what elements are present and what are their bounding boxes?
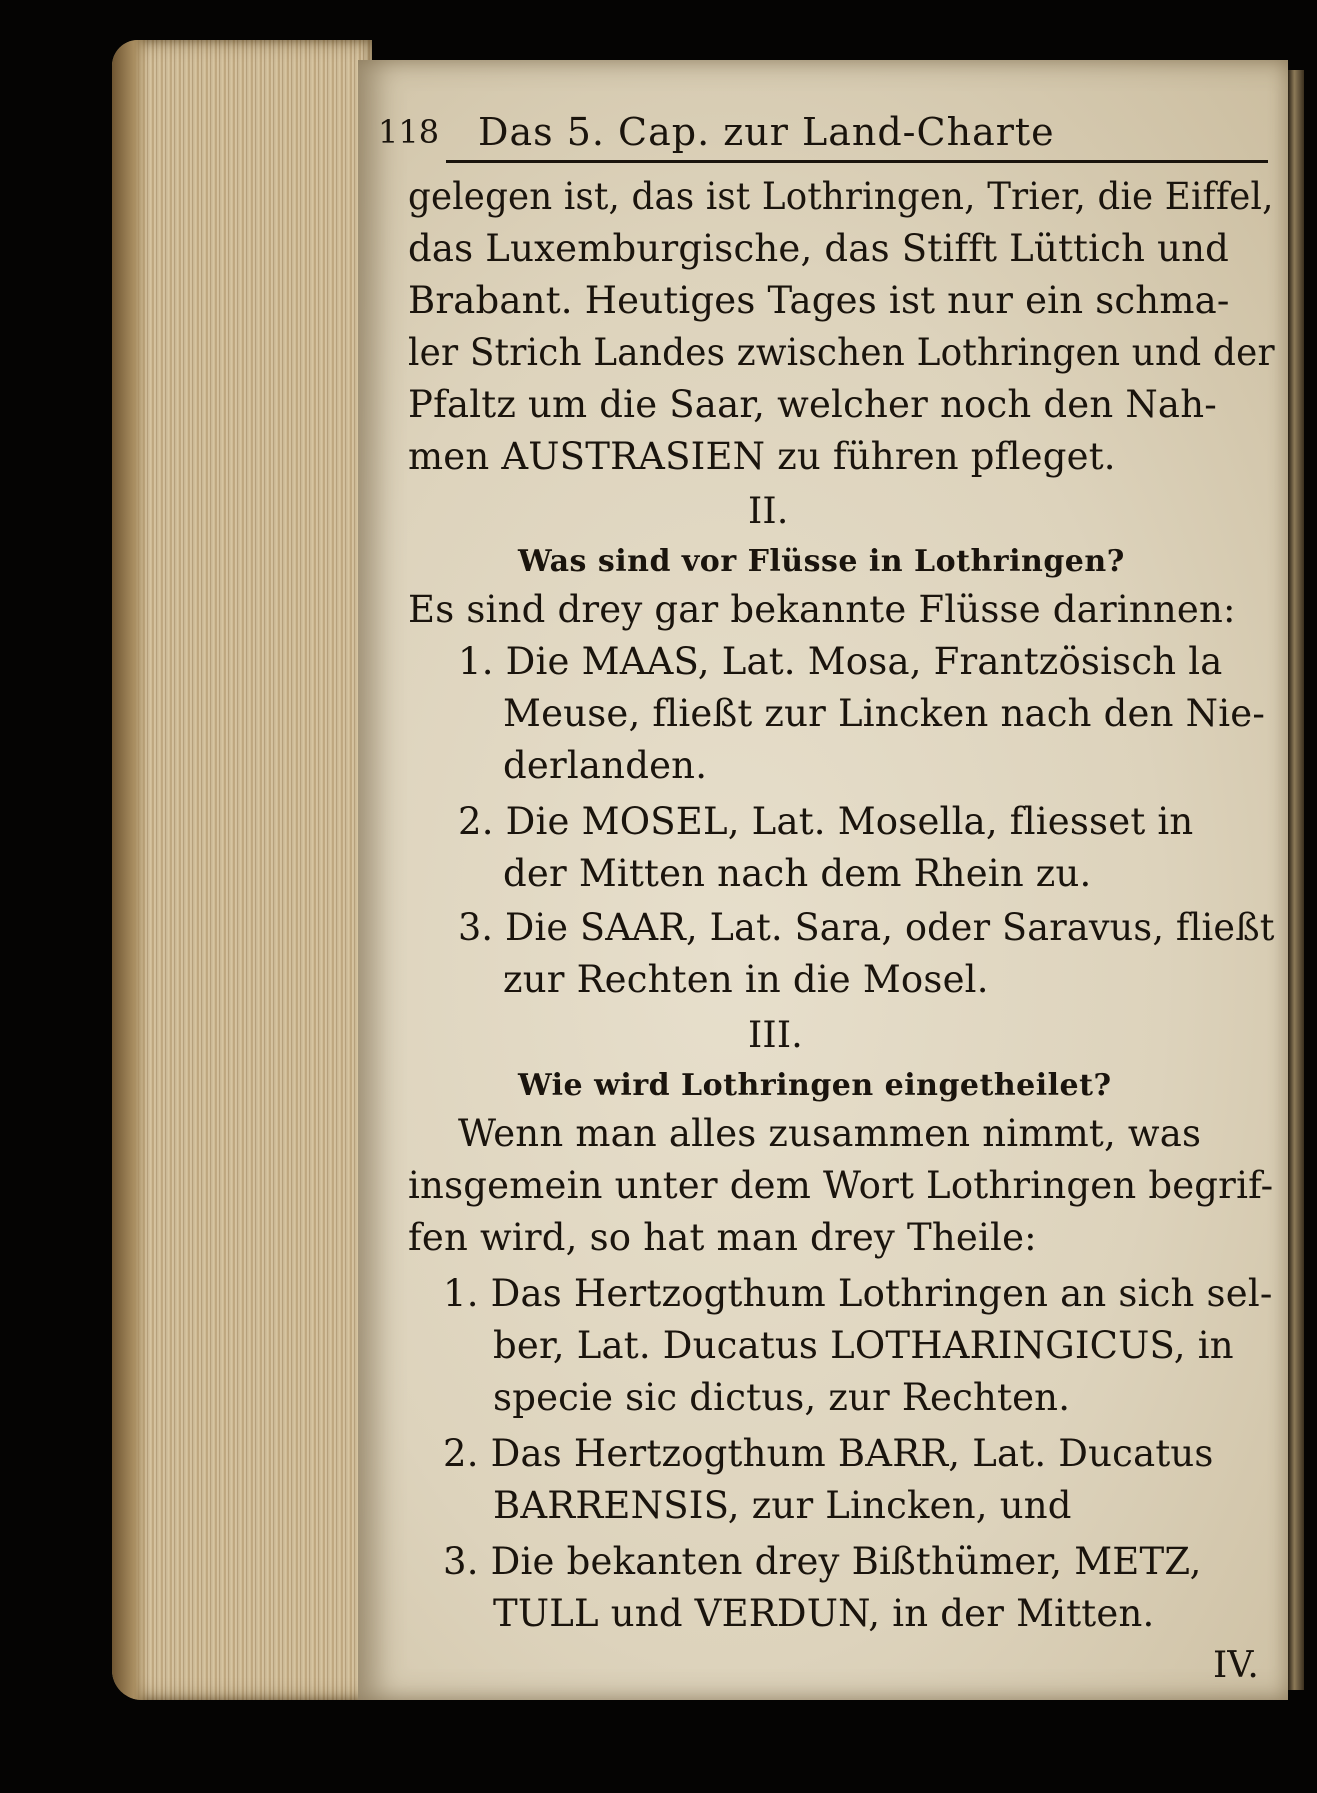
list-item: 1. Das Hertzogthum Lothringen an sich sel- xyxy=(443,1272,1273,1315)
book-page xyxy=(358,60,1288,1700)
text-line: insgemein unter dem Wort Lothringen begrif- xyxy=(408,1164,1274,1207)
section-number: III. xyxy=(748,1015,803,1056)
section-question: Was sind vor Flüsse in Lothringen? xyxy=(518,544,1125,579)
text-line: men AUSTRASIEN zu führen pfleget. xyxy=(408,435,1116,478)
text-line: Brabant. Heutiges Tages ist nur ein schma- xyxy=(408,279,1230,322)
text-line: BARRENSIS, zur Lincken, und xyxy=(493,1484,1072,1527)
text-line: specie sic dictus, zur Rechten. xyxy=(493,1376,1071,1419)
list-item: 3. Die SAAR, Lat. Sara, oder Saravus, fließt xyxy=(458,906,1275,949)
text-line: der Mitten nach dem Rhein zu. xyxy=(503,852,1092,895)
section-question: Wie wird Lothringen eingetheilet? xyxy=(518,1068,1112,1103)
section-number: II. xyxy=(748,491,789,532)
text-line: Pfaltz um die Saar, welcher noch den Nah- xyxy=(408,383,1217,426)
list-item: 2. Das Hertzogthum BARR, Lat. Ducatus xyxy=(443,1432,1214,1475)
text-line: Wenn man alles zusammen nimmt, was xyxy=(458,1112,1202,1155)
text-line: das Luxemburgische, das Stifft Lüttich und xyxy=(408,227,1230,270)
page-number: 118 xyxy=(378,113,440,151)
list-item: 2. Die MOSEL, Lat. Mosella, fliesset in xyxy=(458,800,1194,843)
adjacent-page-edge xyxy=(1288,70,1304,1690)
text-line: Meuse, fließt zur Lincken nach den Nie- xyxy=(503,692,1266,735)
list-item: 3. Die bekanten drey Bißthümer, METZ, xyxy=(443,1540,1202,1583)
running-head-title: Das 5. Cap. zur Land-Charte xyxy=(478,110,1055,154)
book xyxy=(112,30,1302,1780)
page-edges xyxy=(112,40,372,1700)
text-line: zur Rechten in die Mosel. xyxy=(503,958,989,1001)
text-line: gelegen ist, das ist Lothringen, Trier, die Eiffel, xyxy=(408,175,1274,218)
text-line: ler Strich Landes zwischen Lothringen und der xyxy=(408,331,1275,374)
text-line: fen wird, so hat man drey Theile: xyxy=(408,1216,1037,1259)
text-line: derlanden. xyxy=(503,744,708,787)
running-head xyxy=(378,110,1268,154)
head-rule xyxy=(446,160,1268,163)
text-line: ber, Lat. Ducatus LOTHARINGICUS, in xyxy=(493,1324,1234,1367)
text-line: TULL und VERDUN, in der Mitten. xyxy=(493,1592,1155,1635)
list-item: 1. Die MAAS, Lat. Mosa, Frantzösisch la xyxy=(458,640,1223,683)
text-line: Es sind drey gar bekannte Flüsse darinnen: xyxy=(408,588,1236,631)
catchword: IV. xyxy=(1213,1645,1259,1686)
